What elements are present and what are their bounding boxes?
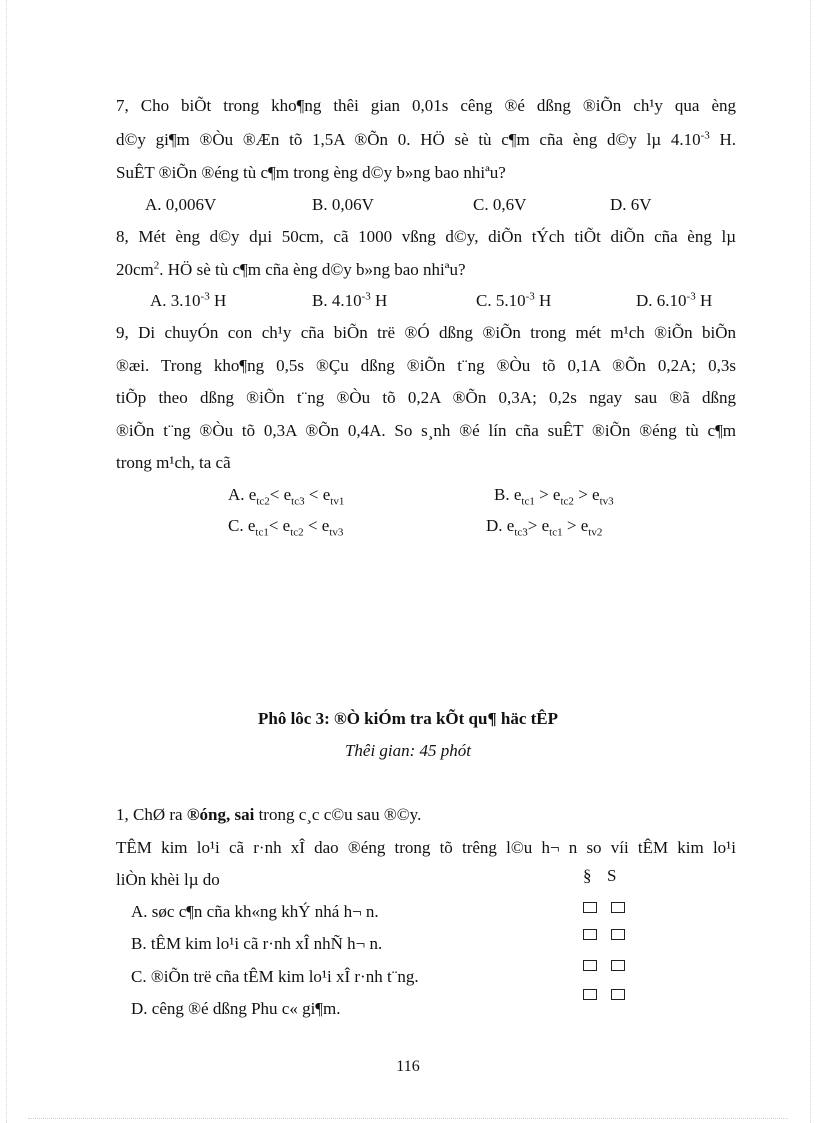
checkbox-d-false[interactable] [611,989,625,1000]
q9-line-5: trong m¹ch, ta cã [116,453,231,472]
q9-option-d: D. $e_{tc3}> e_{tc1} > e_{tv2}$ [486,516,603,539]
q7-line-1: 7, Cho biÕt trong kho¶ng thêi gian 0,01s cêng ®é dßng ®iÕn ch¹y qua èng [116,96,736,115]
q1-item-d: D. cêng ®é dßng Phu c« gi¶m. [131,999,341,1018]
checkbox-a-true[interactable] [583,902,597,913]
page-right-border [810,0,811,1123]
page-bottom-border [28,1118,788,1119]
page-left-border [6,0,7,1123]
q1-line-1: 1, ChØ ra ®óng, sai trong c¸c c©u sau ®©y. [116,805,422,824]
q8-option-c: C. $5.10^{-3}$ H [476,290,552,310]
appendix-title: Phô lôc 3: ®Ò kiÓm tra kÕt qu¶ häc tÊP [257,709,559,728]
q7-option-d: D. 6V [610,195,652,214]
q9-line-2: ®æi. Trong kho¶ng 0,5s ®Çu dßng ®iÕn t¨ng ®Òu tõ 0,1A ®Õn 0,2A; 0,3s [116,356,736,375]
q7-option-b: B. 0,06V [312,195,374,214]
q8-option-a: A. $3.10^{-3}$ H [150,290,227,310]
q9-option-b: B. $e_{tc1} > e_{tc2} > e_{tv3}$ [494,485,614,508]
q1-item-a: A. søc c¶n cña kh«ng khÝ nhá h¬ n. [131,902,379,921]
q9-option-a: A. $e_{tc2}< e_{tc3} < e_{tv1}$ [228,485,345,508]
checkbox-c-false[interactable] [611,960,625,971]
checkbox-b-false[interactable] [611,929,625,940]
q9-line-4: ®iÕn t¨ng ®Òu tõ 0,3A ®Õn 0,4A. So s¸nh ®é lín cña suÊT ®iÕn ®éng tù c¶m [116,421,736,440]
q9-option-c: C. $e_{tc1}< e_{tc2} < e_{tv3}$ [228,516,344,539]
checkbox-d-true[interactable] [583,989,597,1000]
q1-line-3: liÒn khèi lµ do [116,870,220,889]
q1-line-2: TÊM kim lo¹i cã r·nh xÎ dao ®éng trong tõ trêng l©u h¬ n so víi tÊM kim lo¹i [116,838,736,857]
checkbox-b-true[interactable] [583,929,597,940]
q7-line-3: SuÊT ®iÕn ®éng tù c¶m trong èng d©y b»ng bao nhiªu? [116,163,506,182]
q8-option-b: B. $4.10^{-3}$ H [312,290,388,310]
q7-option-c: C. 0,6V [473,195,527,214]
q1-item-c: C. ®iÕn trë cña tÊM kim lo¹i xÎ r·nh t¨ng. [131,967,419,986]
page-number: 116 [396,1058,420,1075]
q7-line-2: d©y gi¶m ®Òu ®Æn tõ 1,5A ®Õn 0. HÖ sè tù c¶m cña èng d©y lµ $4.10^{-3}$ H. [116,129,736,149]
q8-line-2: $20cm^2$. HÖ sè tù c¶m cña èng d©y b»ng bao nhiªu? [116,259,466,279]
q9-line-1: 9, Di chuyÓn con ch¹y cña biÕn trë ®Ó dßng ®iÕn trong mét m¹ch ®iÕn biÕn [116,323,736,342]
q7-option-a: A. 0,006V [145,195,217,214]
q1-item-b: B. tÊM kim lo¹i cã r·nh xÎ nhÑ h¬ n. [131,934,383,953]
column-header-false: S [607,866,617,885]
q8-line-1: 8, Mét èng d©y dµi 50cm, cã 1000 vßng d©y, diÕn tÝch tiÕt diÕn cña èng lµ [116,227,736,246]
checkbox-c-true[interactable] [583,960,597,971]
appendix-subtitle: Thêi gian: 45 phót [344,741,472,760]
q8-option-d: D. $6.10^{-3}$ H [636,290,713,310]
q9-line-3: tiÕp theo dßng ®iÕn t¨ng ®Òu tõ 0,2A ®Õn 0,3A; 0,2s ngay sau ®ã dßng [116,388,736,407]
checkbox-a-false[interactable] [611,902,625,913]
column-header-true: § [583,866,592,885]
